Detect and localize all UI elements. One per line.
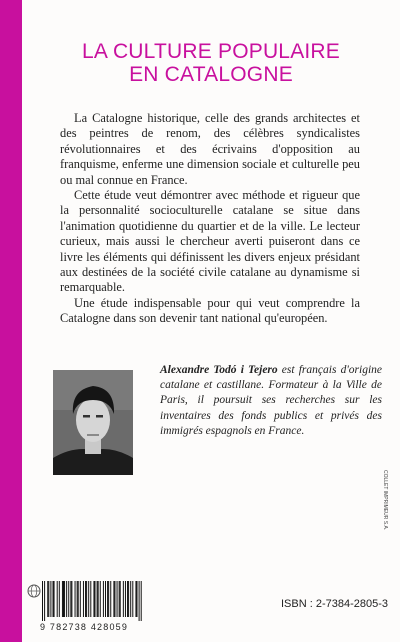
barcode-bar bbox=[83, 581, 84, 617]
barcode-bar bbox=[93, 581, 94, 617]
author-photo bbox=[53, 370, 133, 475]
globe-logo-icon bbox=[27, 584, 41, 603]
barcode-bar bbox=[64, 581, 65, 617]
barcode-bar bbox=[86, 581, 87, 617]
author-bio-text bbox=[160, 363, 382, 439]
barcode-bar bbox=[70, 581, 71, 617]
author-bio-body: est français d'origine catalane et castillane. Formateur à la Ville de Paris, il poursuit ses recherches sur les inventaires des fonds publics et privés des immigrés espagnols en France. bbox=[160, 364, 382, 437]
barcode-bar bbox=[54, 581, 55, 617]
barcode-bar bbox=[125, 581, 126, 617]
barcode-bar bbox=[100, 581, 101, 617]
barcode-bar bbox=[108, 581, 109, 617]
barcode-bar bbox=[47, 581, 48, 617]
printer-credit-text: COLLET IMPRIMEUR S.A. bbox=[382, 470, 388, 531]
blurb-paragraph-2: Cette étude veut démontrer avec méthode et rigueur que la personnalité socioculturelle catalane se situe dans l'animation quotidienne du quartier et de la ville. Le lecteur curieux, mais aussi le chercheur averti puiseront dans ce livre les éléments qui définissent les divers enjeux présidant aux destinées de la société civile catalane au dynamisme si remarquable. bbox=[60, 188, 360, 295]
barcode-bar bbox=[88, 581, 89, 617]
barcode-bar bbox=[66, 581, 67, 617]
isbn: ISBN : 2-7384-2805-3 bbox=[281, 598, 389, 610]
barcode-bar bbox=[62, 581, 63, 617]
barcode-bar bbox=[120, 581, 121, 617]
barcode-bar bbox=[113, 581, 114, 617]
barcode-bar bbox=[75, 581, 76, 617]
barcode-bar bbox=[114, 581, 115, 617]
barcode-bar bbox=[137, 581, 138, 617]
barcode-bar bbox=[85, 581, 86, 617]
barcode-bar bbox=[63, 581, 64, 617]
spine-stripe bbox=[0, 0, 22, 642]
barcode-number: 9 782738 428059 bbox=[40, 622, 129, 632]
barcode-bar bbox=[78, 581, 79, 617]
barcode-bar bbox=[141, 581, 142, 621]
barcode-bar bbox=[105, 581, 106, 617]
barcode-bar bbox=[119, 581, 120, 617]
barcode-bar bbox=[123, 581, 124, 617]
barcode bbox=[40, 581, 148, 632]
barcode-bar bbox=[57, 581, 58, 617]
barcode-bar bbox=[42, 581, 43, 621]
barcode-bar bbox=[50, 581, 51, 617]
title-line-1: LA CULTURE POPULAIRE bbox=[81, 40, 341, 63]
barcode-bar bbox=[80, 581, 81, 617]
barcode-bar bbox=[132, 581, 133, 617]
barcode-bar bbox=[77, 581, 78, 617]
barcode-bar bbox=[130, 581, 131, 617]
barcode-bar bbox=[127, 581, 128, 617]
barcode-bar bbox=[139, 581, 140, 621]
author-photo-image bbox=[53, 370, 133, 475]
blurb-paragraph-3: Une étude indispensable pour qui veut comprendre la Catalogne dans son devenir tant national qu'européen. bbox=[60, 295, 360, 326]
author-name: Alexandre Todó i Tejero bbox=[160, 364, 278, 376]
barcode-bar bbox=[90, 581, 91, 617]
barcode-bar bbox=[107, 581, 108, 617]
barcode-bar bbox=[71, 581, 72, 617]
barcode-bar bbox=[117, 581, 118, 617]
barcode-bar bbox=[98, 581, 99, 617]
barcode-bar bbox=[135, 581, 136, 617]
title-line-2: EN CATALOGNE bbox=[129, 63, 293, 86]
barcode-bar bbox=[103, 581, 104, 617]
barcode-bars bbox=[40, 581, 144, 621]
barcode-bar bbox=[48, 581, 49, 617]
barcode-bar bbox=[44, 581, 45, 621]
barcode-bar bbox=[95, 581, 96, 617]
author-bio bbox=[160, 363, 382, 439]
barcode-bar bbox=[53, 581, 54, 617]
barcode-bar bbox=[59, 581, 60, 617]
barcode-bar bbox=[110, 581, 111, 617]
blurb bbox=[60, 111, 360, 327]
barcode-bar bbox=[68, 581, 69, 617]
barcode-bar bbox=[97, 581, 98, 617]
barcode-bar bbox=[128, 581, 129, 617]
blurb-paragraph-1: La Catalogne historique, celle des grands architectes et des peintres de renom, des célèbres syndicalistes révolutionnaires et des écrivains d'opposition au franquisme, enferme une dimension sociale et culturelle peu ou mal connue en France. bbox=[60, 111, 360, 187]
